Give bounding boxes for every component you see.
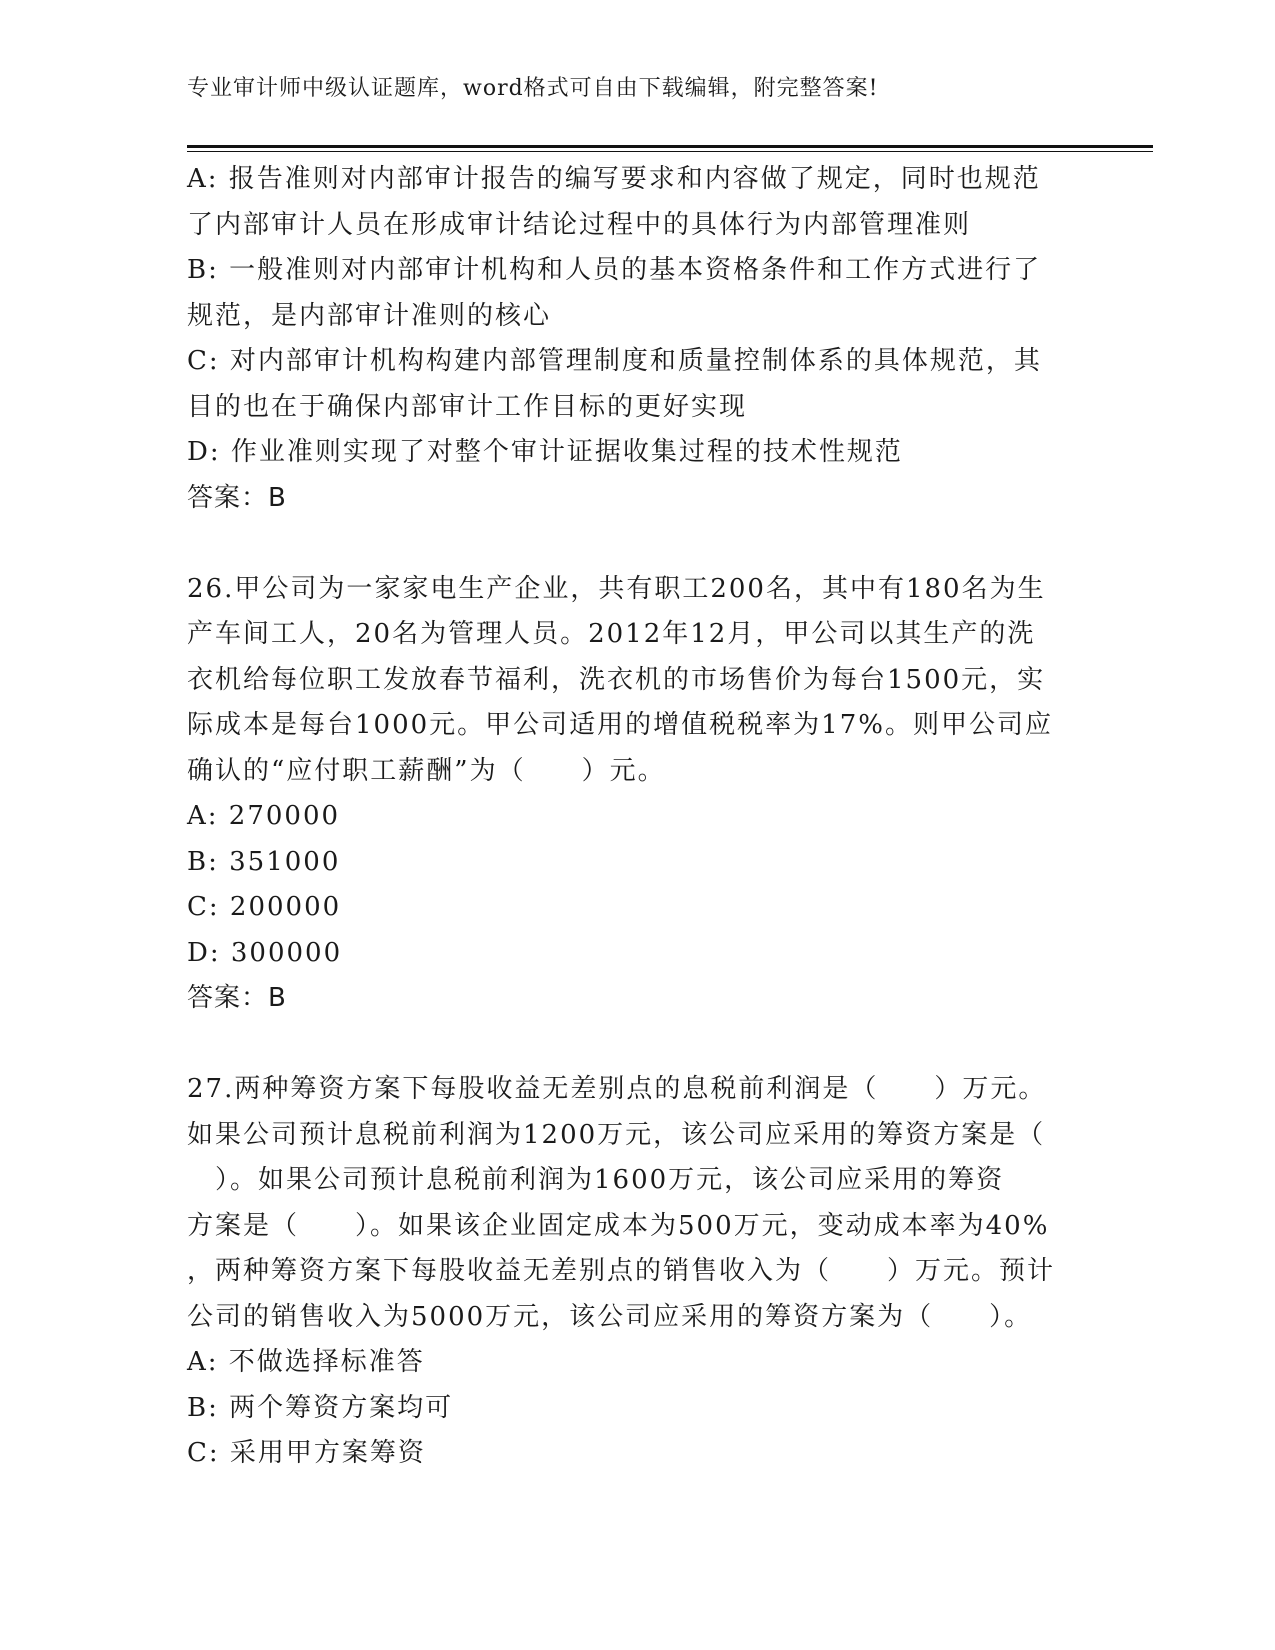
q27-stem-line: 方案是（ ）。如果该企业固定成本为500万元，变动成本率为40% bbox=[187, 1210, 1050, 1241]
q25-option-d: D: 作业准则实现了对整个审计证据收集过程的技术性规范 bbox=[187, 437, 903, 467]
document-body bbox=[187, 157, 1087, 1477]
question-25-options bbox=[187, 157, 1087, 521]
q25-option-b-line-1: B: 一般准则对内部审计机构和人员的基本资格条件和工作方式进行了 bbox=[187, 255, 1042, 285]
q27-option-a: A: 不做选择标准答 bbox=[187, 1347, 425, 1377]
question-26 bbox=[187, 567, 1087, 1022]
q26-option-d: D: 300000 bbox=[187, 937, 343, 968]
q26-stem-line: 衣机给每位职工发放春节福利，洗衣机的市场售价为每台1500元，实 bbox=[187, 664, 1046, 695]
q27-stem-line: 公司的销售收入为5000万元，该公司应采用的筹资方案为（ ）。 bbox=[187, 1301, 1033, 1332]
q26-stem-line: 26.甲公司为一家家电生产企业，共有职工200名，其中有180名为生 bbox=[187, 573, 1046, 604]
q26-stem-line: 产车间工人，20名为管理人员。2012年12月，甲公司以其生产的洗 bbox=[187, 619, 1036, 649]
q26-stem-line: 际成本是每台1000元。甲公司适用的增值税税率为17%。则甲公司应 bbox=[187, 710, 1053, 740]
q27-stem-line: 如果公司预计息税前利润为1200万元，该公司应采用的筹资方案是（ bbox=[187, 1119, 1046, 1150]
q27-stem-line: 27.两种筹资方案下每股收益无差别点的息税前利润是（ ）万元。 bbox=[187, 1074, 1047, 1104]
q25-option-c-line-2: 目的也在于确保内部审计工作目标的更好实现 bbox=[187, 391, 748, 422]
header-rule-thick bbox=[187, 145, 1153, 148]
q25-answer: 答案：B bbox=[187, 482, 287, 513]
header-rule-thin bbox=[187, 151, 1153, 152]
q25-option-a-line-1: A: 报告准则对内部审计报告的编写要求和内容做了规定，同时也规范 bbox=[187, 164, 1041, 194]
q27-option-c: C: 采用甲方案筹资 bbox=[187, 1438, 426, 1468]
q25-option-c-line-1: C: 对内部审计机构构建内部管理制度和质量控制体系的具体规范，其 bbox=[187, 346, 1042, 376]
q26-answer: 答案：B bbox=[187, 983, 287, 1013]
q26-stem-line: 确认的“应付职工薪酬”为（ ）元。 bbox=[187, 755, 666, 786]
q27-stem-line: ，两种筹资方案下每股收益无差别点的销售收入为（ ）万元。预计 bbox=[187, 1256, 1056, 1286]
spacer bbox=[187, 1022, 1087, 1068]
q27-option-b: B: 两个筹资方案均可 bbox=[187, 1392, 454, 1423]
q25-option-b-line-2: 规范，是内部审计准则的核心 bbox=[187, 300, 552, 331]
question-27 bbox=[187, 1067, 1087, 1477]
q26-option-a: A: 270000 bbox=[187, 801, 341, 831]
page-header: 专业审计师中级认证题库，word格式可自由下载编辑，附完整答案! bbox=[187, 76, 879, 101]
q26-option-c: C: 200000 bbox=[187, 892, 342, 922]
q25-option-a-line-2: 了内部审计人员在形成审计结论过程中的具体行为内部管理准则 bbox=[187, 209, 972, 240]
q26-option-b: B: 351000 bbox=[187, 846, 341, 877]
spacer bbox=[187, 521, 1087, 567]
q27-stem-line: ）。如果公司预计息税前利润为1600万元，该公司应采用的筹资 bbox=[187, 1165, 1005, 1195]
